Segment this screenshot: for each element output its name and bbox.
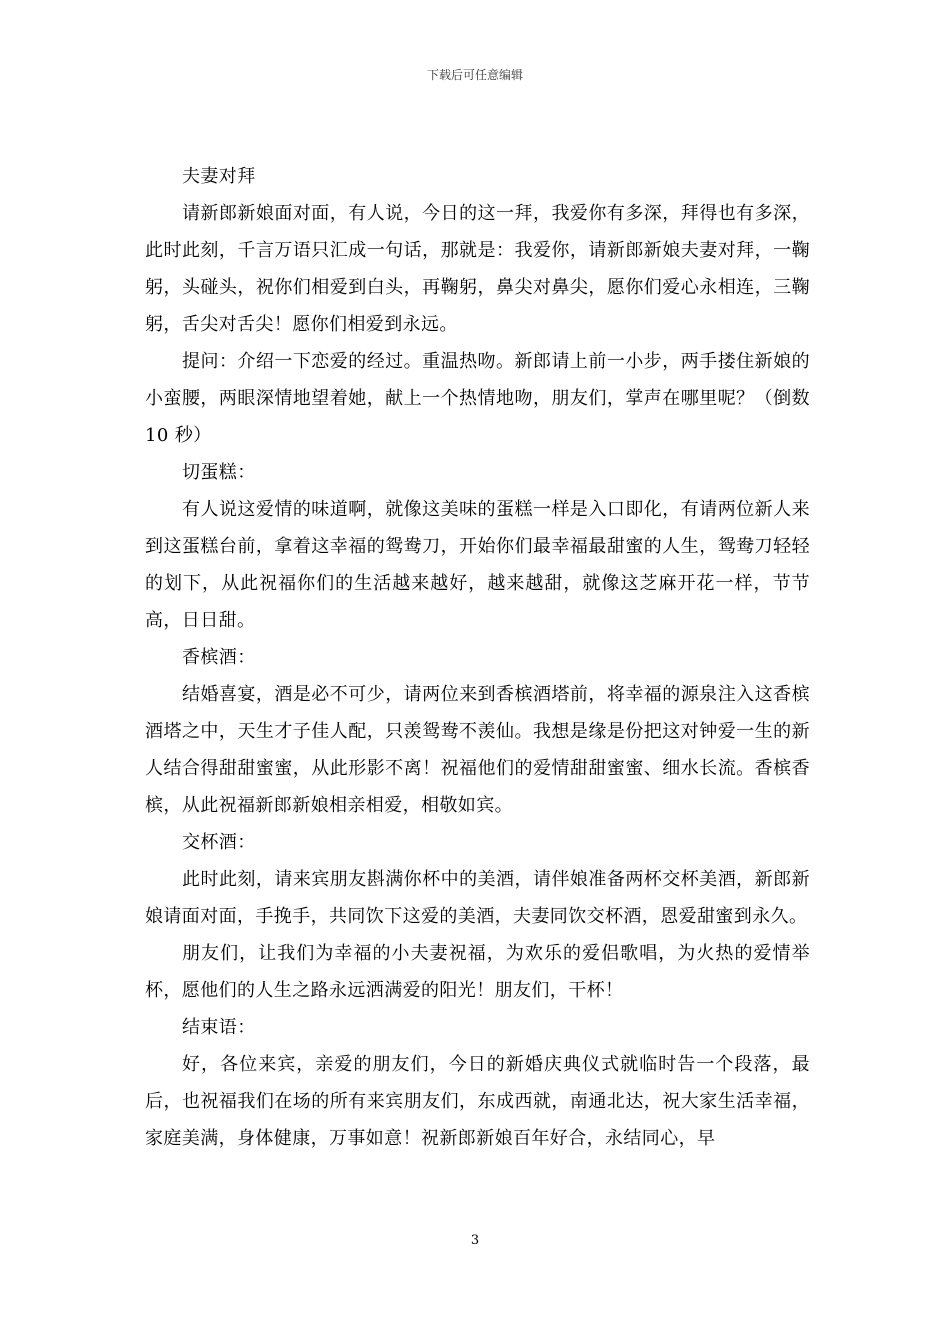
- paragraph-question-kiss: 提问：介绍一下恋爱的经过。重温热吻。新郎请上前一小步，两手搂住新娘的小蛮腰，两眼深情地望着她，献上一个热情地吻，朋友们，掌声在哪里呢？（倒数 10 秒）: [145, 351, 810, 446]
- paragraph-closing: 好，各位来宾，亲爱的朋友们，今日的新婚庆典仪式就临时告一个段落，最后，也祝福我们在场的所有来宾朋友们，东成西就，南通北达，祝大家生活幸福，家庭美满，身体健康，万事如意！祝新郎新娘百年好合，永结同心，早: [145, 1054, 810, 1149]
- page-number: 3: [470, 1233, 480, 1248]
- paragraph-couple-bow: 请新郎新娘面对面，有人说，今日的这一拜，我爱你有多深，拜得也有多深，此时此刻，千言万语只汇成一句话，那就是：我爱你，请新郎新娘夫妻对拜，一鞠躬，头碰头，祝你们相爱到白头，再鞠躬，鼻尖对鼻尖，愿你们爱心永相连，三鞠躬，舌尖对舌尖！愿你们相爱到永远。: [145, 203, 810, 335]
- paragraph-cake: 有人说这爱情的味道啊，就像这美味的蛋糕一样是入口即化，有请两位新人来到这蛋糕台前，拿着这幸福的鸳鸯刀，开始你们最幸福最甜蜜的人生，鸳鸯刀轻轻的划下，从此祝福你们的生活越来越好，越来越甜，就像这芝麻开花一样，节节高，日日甜。: [145, 499, 810, 631]
- page-header: 下载后可任意编辑: [426, 68, 523, 82]
- section-heading-closing: 结束语：: [182, 1017, 256, 1038]
- paragraph-toast: 朋友们，让我们为幸福的小夫妻祝福，为欢乐的爱侣歌唱，为火热的爱情举杯，愿他们的人生之路永远洒满爱的阳光！朋友们，干杯！: [145, 943, 810, 1001]
- paragraph-champagne: 结婚喜宴，酒是必不可少，请两位来到香槟酒塔前，将幸福的源泉注入这香槟酒塔之中，天生才子佳人配，只羡鸳鸯不羡仙。我想是缘是份把这对钟爱一生的新人结合得甜甜蜜蜜，从此形影不离！祝福他们的爱情甜甜蜜蜜、细水长流。香槟香槟，从此祝福新郎新娘相亲相爱，相敬如宾。: [145, 684, 810, 816]
- section-heading-cake: 切蛋糕：: [182, 462, 256, 483]
- paragraph-cross-cup: 此时此刻，请来宾朋友斟满你杯中的美酒，请伴娘准备两杯交杯美酒，新郎新娘请面对面，手挽手，共同饮下这爱的美酒，夫妻同饮交杯酒，恩爱甜蜜到永久。: [145, 869, 810, 927]
- section-heading-couple-bow: 夫妻对拜: [182, 166, 256, 187]
- document-body: [145, 158, 810, 1157]
- section-heading-champagne: 香槟酒：: [182, 647, 256, 668]
- section-heading-cross-cup: 交杯酒：: [182, 832, 256, 853]
